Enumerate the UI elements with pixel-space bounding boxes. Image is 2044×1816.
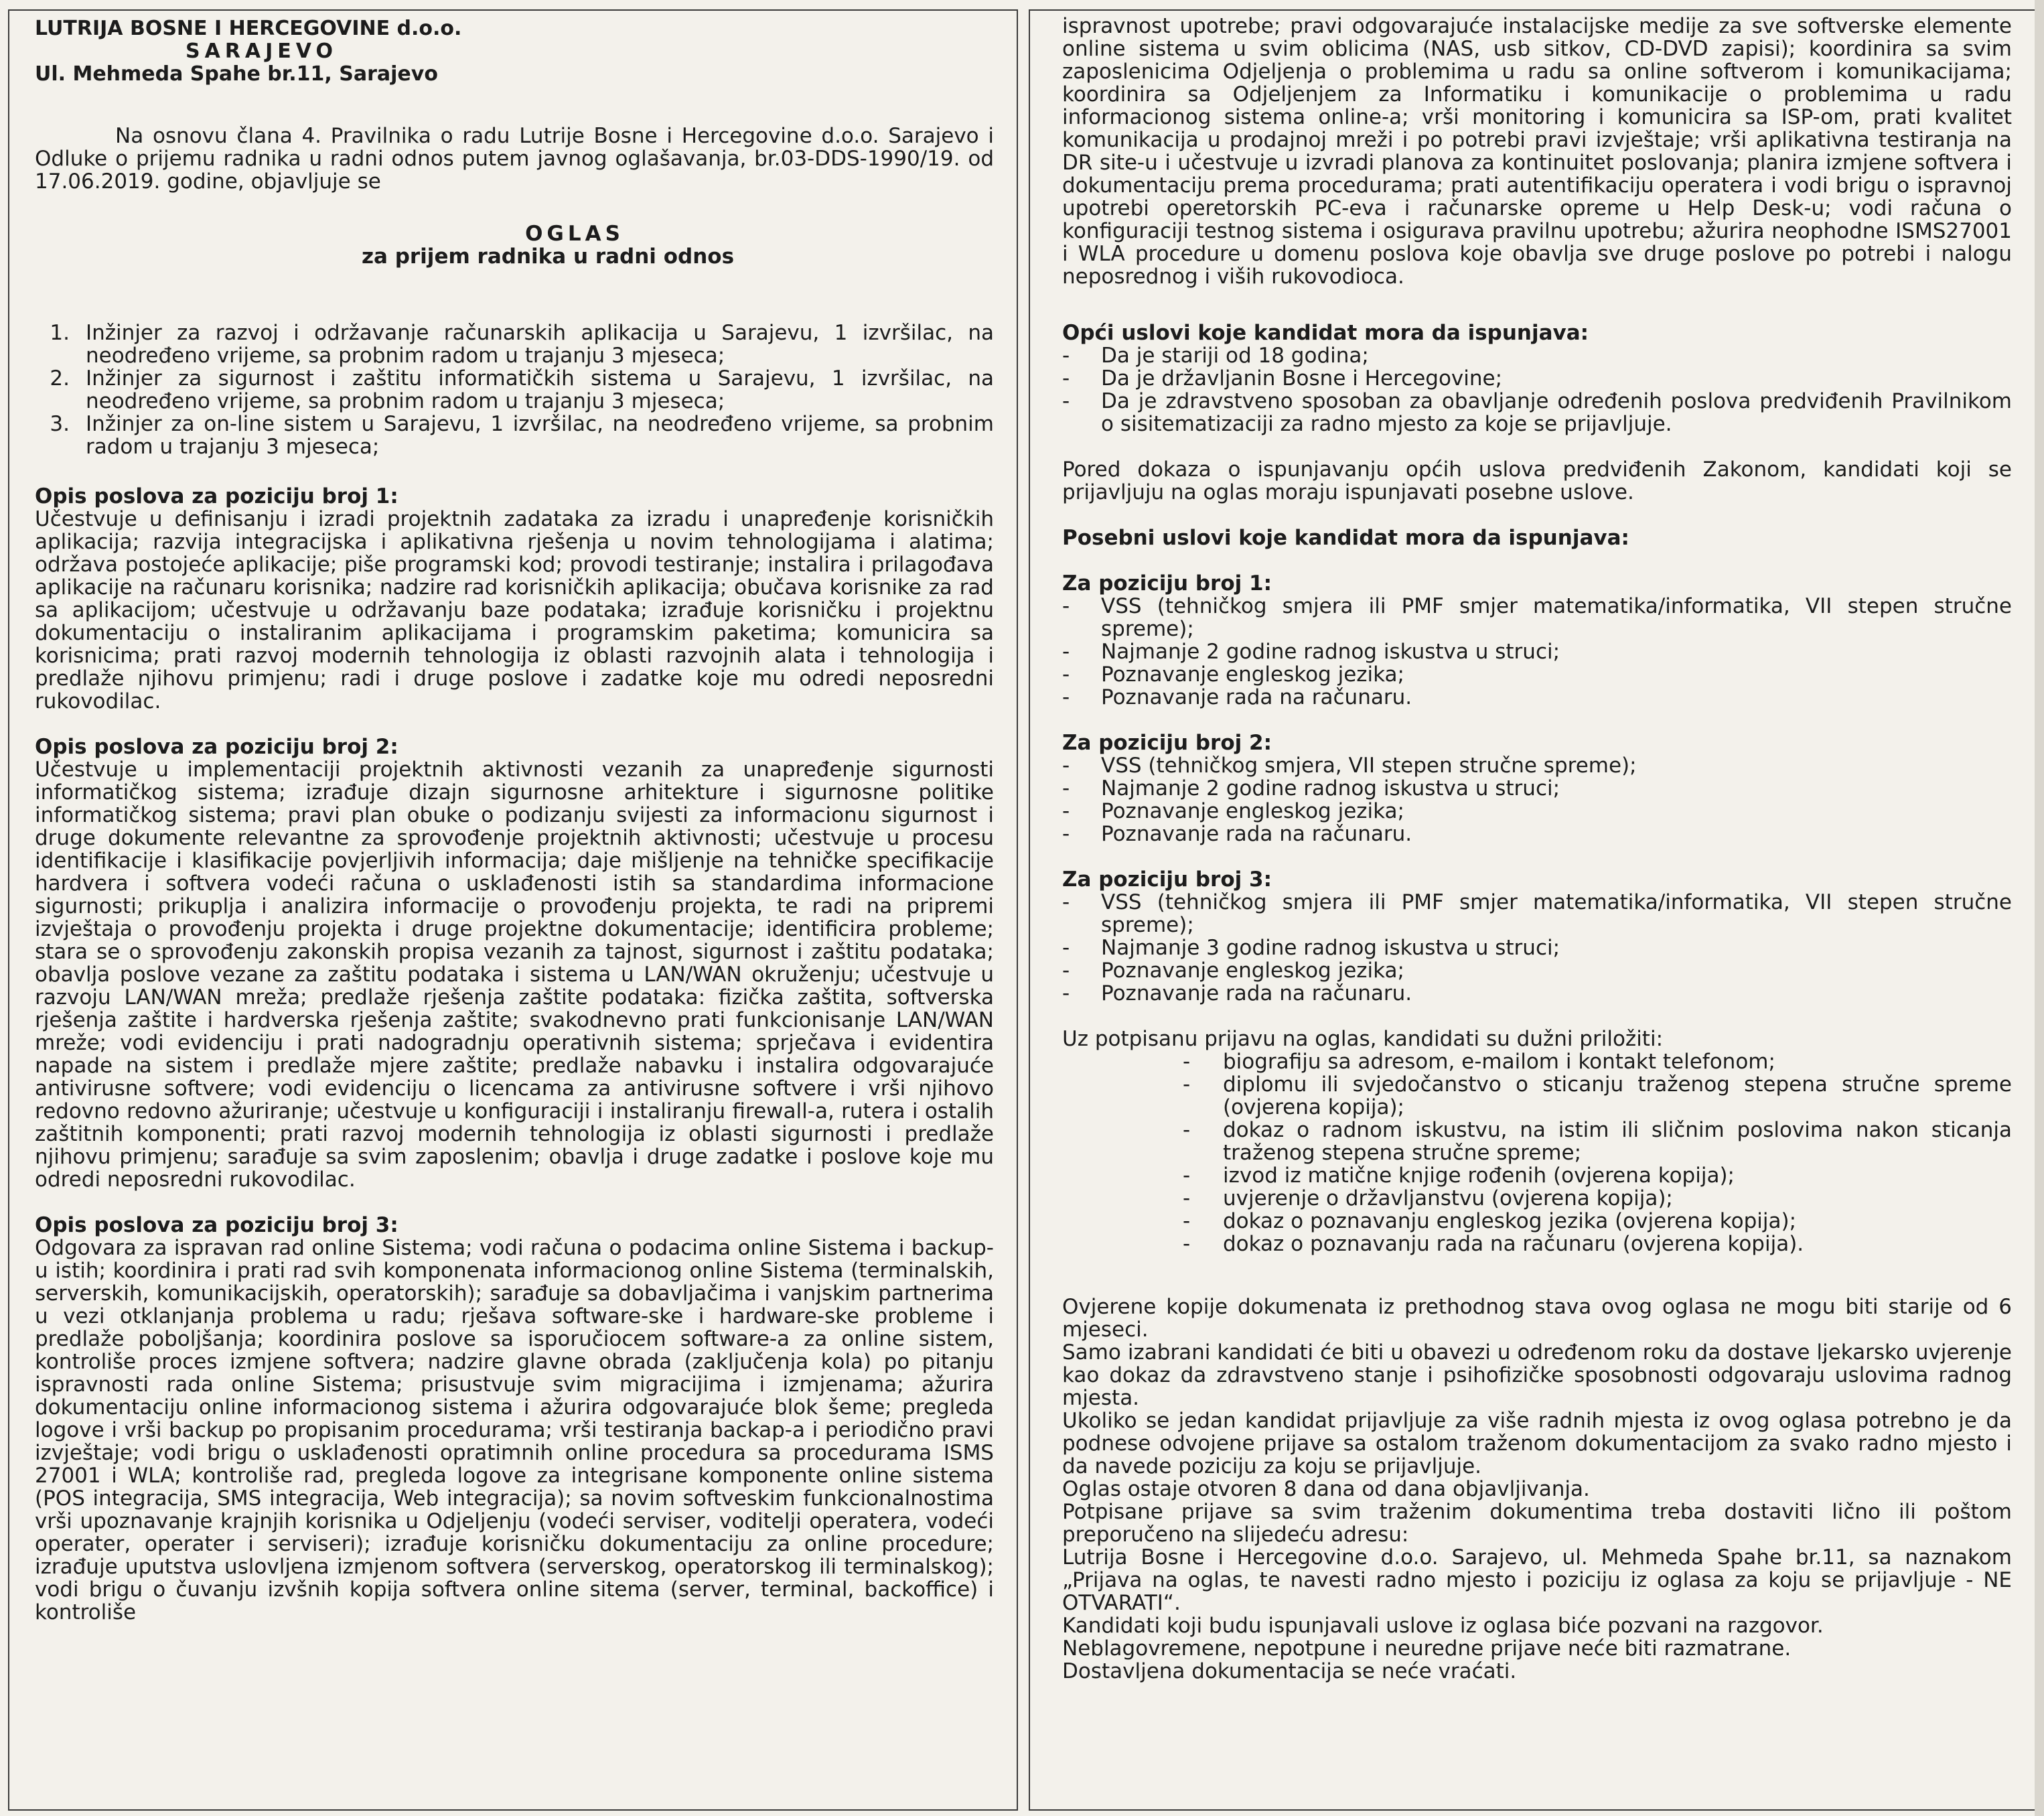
job2-text: Učestvuje u implementaciji projektnih aktivnosti vezanih za unapređenje sigurnosti informatičkog sistema; izrađuje dizajn sigurnosne arhitekture i sigurnosne politike informatičkog sistema; pravi plan obuke o podizanju svijesti za informacionu sigurnost i druge dokumente relevantne za sprovođenje projektnih aktivnosti; učestvuje u procesu identifikacije i klasifikacije povjerljivih informacija; daje mišljenje na tehničke specifikacije hardvera i softvera vodeći računa o usklađenosti istih sa standardima informacione sigurnosti; prikuplja i analizira informacije o provođenju projekta, te radi na pripremi izvještaja o provođenju projekta i druge projektne dokumentacije; identificira probleme; stara se o sprovođenju zakonskih propisa vezanih za tajnost, sigurnost i zaštitu podataka; obavlja poslove vezane za zaštitu podataka i sistema u LAN/WAN okruženju; učestvuje u razvoju LAN/WAN mreža; predlaže rješenja zaštite podataka: fizička zaštita, softverska rješenja zaštite i hardverska rješenja zaštite; svakodnevno prati funkcionisanje LAN/WAN mreže; vodi evidenciju i prati nadogradnju operativnih sistema; sprječava i evidentira napade na sistem i predlaže mjere zaštite; predlaže nabavku i instalira odgovarajuće antivirusne softvere; vodi evidenciju o licencama za antivirusne softvere i vrši njihovo redovno redovno ažuriranje; učestvuje u konfiguraciji i instaliranju firewall-a, rutera i ostalih zaštitnih komponenti; prati razvoj modernih tehnologija iz oblasti sigurnosti i predlaže njihovu primjenu; sarađuje sa svim zaposlenim; obavlja i druge zadatke i poslove koje mu odredi neposredni rukovodilac. — [35, 758, 994, 1192]
list-item: - Najmanje 3 godine radnog iskustva u struci; — [1062, 936, 2012, 959]
closing-paragraph: Lutrija Bosne i Hercegovine d.o.o. Sarajevo, ul. Mehmeda Spahe br.11, sa naznakom „Prijava na oglas, te navesti radno mjesto i poziciju iz oglasa za koju se prijavljuje - NE OTVARATI“. — [1062, 1545, 2012, 1615]
closing-paragraph: Ukoliko se jedan kandidat prijavljuje za više radnih mjesta iz ovog oglasa potrebno je da podnese odvojene prijave sa ostalom traženom dokumentacijom za svako radno mjesto i da navede poziciju za koju se prijavljuje. — [1062, 1409, 2012, 1478]
closing-section — [1062, 1296, 2012, 1683]
special-group2-list — [1062, 754, 2012, 845]
condition-text: VSS (tehničkog smjera ili PMF smjer matematika/informatika, VII stepen stručne spreme); — [1101, 594, 2012, 641]
list-item: - uvjerenje o državljanstvu (ovjerena kopija); — [1062, 1187, 2012, 1210]
position-text: Inžinjer za sigurnost i zaštitu informatičkih sistema u Sarajevu, 1 izvršilac, na neodređeno vrijeme, sa probnim radom u trajanju 3 mjeseca; — [86, 366, 994, 413]
list-item: - dokaz o poznavanju rada na računaru (ovjerena kopija). — [1062, 1233, 2012, 1255]
ad-title: OGLAS — [525, 222, 624, 246]
job1-heading: Opis poslova za poziciju broj 1: — [35, 484, 398, 508]
document-text: biografiju sa adresom, e-mailom i kontakt telefonom; — [1223, 1050, 1775, 1074]
condition-text: Poznavanje engleskog jezika; — [1101, 662, 1404, 687]
list-item: - biografiju sa adresom, e-mailom i kontakt telefonom; — [1062, 1050, 2012, 1073]
list-item — [35, 367, 994, 413]
company-city: SARAJEVO — [186, 40, 338, 63]
list-item: - Poznavanje engleskog jezika; — [1062, 959, 2012, 982]
closing-paragraph: Oglas ostaje otvoren 8 dana od dana objavljivanja. — [1062, 1477, 1590, 1501]
condition-text: Poznavanje rada na računaru. — [1101, 685, 1412, 709]
closing-paragraph: Ovjerene kopije dokumenata iz prethodnog stava ovog oglasa ne mogu biti starije od 6 mjeseci. — [1062, 1295, 2012, 1342]
closing-paragraph: Kandidati koji budu ispunjavali uslove iz oglasa biće pozvani na razgovor. — [1062, 1614, 1824, 1638]
list-item: - Poznavanje engleskog jezika; — [1062, 800, 2012, 823]
general-conditions-note: Pored dokaza o ispunjavanju općih uslova predviđenih Zakonom, kandidati koji se prijavljuju na oglas moraju ispunjavati posebne uslove. — [1062, 458, 2012, 504]
job1-text: Učestvuje u definisanju i izradi projektnih zadataka za izradu i unapređenje korisničkih aplikacija; razvija integracijska i aplikativna rješenja u novim tehnologijama i alatima; održava postojeće aplikacije; piše programski kod; provodi testiranje; instalira i prilagođava aplikacije na računaru korisnika; nadzire rad korisničkih aplikacija; obučava korisnike za rad sa aplikacijom; učestvuje u održavanju baze podataka; izrađuje korisničku i projektnu dokumentaciju o instaliranim aplikacijama i programskim paketima; komunicira sa korisnicima; prati razvoj modernih tehnologija iz oblasti razvojnih alata i tehnologija i predlaže njihovu primjenu; radi i druge poslove i zadatke koje mu odredi neposredni rukovodilac. — [35, 507, 994, 713]
positions-list — [35, 322, 994, 458]
list-item: - Najmanje 2 godine radnog iskustva u struci; — [1062, 640, 2012, 663]
header — [35, 17, 994, 86]
job3-text-continued: ispravnost upotrebe; pravi odgovarajuće instalacijske medije za sve softverske elemente online sistema u svim oblicima (NAS, usb sitkov, CD-DVD zapisi); koordinira sa svim zaposlenicima Odjeljenja o problemima u radu sa online softverom i komunikacijama; koordinira sa Odjeljenjem za Informatiku i komunikacije o problemima u radu informacionog sistema online-a; vrši monitoring i komunicira sa ISP-om, prati kvalitet komunikacija u prodajnoj mreži i po potrebi pravi izvještaje; vrši aplikativna testiranja na DR site-u i učestvuje u izvradi planova za kontinuitet poslovanja; planira izmjene softvera i dokumentaciju prema procedurama; prati autentifikaciju operatera i vodi brigu o ispravnoj upotrebi operetorskih PC-eva i računarske opreme u Help Desk-u; vodi računa o konfiguraciji testnog sistema i osigurava pravilnu upotrebu; ažurira neophodne ISMS27001 i WLA procedure u domenu poslova koje obavlja sve druge poslove po potrebi i nalogu neposrednog i viših rukovodioca. — [1062, 14, 2012, 289]
special-group1-list — [1062, 595, 2012, 709]
company-name: LUTRIJA BOSNE I HERCEGOVINE d.o.o. — [35, 17, 462, 40]
list-item: - Poznavanje rada na računaru. — [1062, 823, 2012, 845]
closing-paragraph: Neblagovremene, nepotpune i neuredne prijave neće biti razmatrane. — [1062, 1636, 1792, 1661]
condition-text: Poznavanje rada na računaru. — [1101, 822, 1412, 846]
left-column — [8, 9, 1018, 1811]
condition-text: Da je stariji od 18 godina; — [1101, 344, 1369, 368]
condition-text: Najmanje 2 godine radnog iskustva u struci; — [1101, 640, 1560, 664]
documents-intro: Uz potpisanu prijavu na oglas, kandidati su dužni priložiti: — [1062, 1027, 1664, 1051]
list-number: 2. — [50, 366, 70, 391]
list-item: - Da je državljanin Bosne i Hercegovine; — [1062, 367, 2012, 390]
document-text: dokaz o radnom iskustvu, na istim ili sličnim poslovima nakon sticanja traženog stepena stručne spreme; — [1223, 1118, 2012, 1165]
page-edge-shadow — [2035, 0, 2044, 1816]
special-group3-heading: Za poziciju broj 3: — [1062, 867, 1272, 892]
position-text: Inžinjer za on-line sistem u Sarajevu, 1 izvršilac, na neodređeno vrijeme, sa probnim radom u trajanju 3 mjeseca; — [86, 412, 994, 459]
document-text: diplomu ili svjedočanstvo o sticanju traženog stepena stručne spreme (ovjerena kopija); — [1223, 1072, 2012, 1119]
documents-list — [1062, 1050, 2012, 1255]
condition-text: Poznavanje engleskog jezika; — [1101, 799, 1404, 823]
closing-paragraph: Potpisane prijave sa svim traženim dokumentima treba dostaviti lično ili poštom preporučeno na slijedeću adresu: — [1062, 1500, 2012, 1547]
special-conditions-heading: Posebni uslovi koje kandidat mora da ispunjava: — [1062, 526, 1629, 550]
list-item: - VSS (tehničkog smjera ili PMF smjer matematika/informatika, VII stepen stručne spreme); — [1062, 594, 2012, 641]
list-item: - Poznavanje engleskog jezika; — [1062, 663, 2012, 686]
job3-heading: Opis poslova za poziciju broj 3: — [35, 1213, 398, 1237]
right-column — [1029, 9, 2037, 1811]
list-item: - dokaz o poznavanju engleskog jezika (ovjerena kopija); — [1062, 1210, 2012, 1233]
condition-text: Poznavanje rada na računaru. — [1101, 981, 1412, 1005]
closing-paragraph: Samo izabrani kandidati će biti u obavezi u određenom roku da dostave ljekarsko uvjerenje kao dokaz da zdravstveno stanje i psihofizičke sposobnosti odgovaraju uslovima radnog mjesta. — [1062, 1340, 2012, 1410]
document-text: izvod iz matične knjige rođenih (ovjerena kopija); — [1223, 1164, 1735, 1188]
list-item: - izvod iz matične knjige rođenih (ovjerena kopija); — [1062, 1164, 2012, 1187]
list-item — [35, 322, 994, 367]
job2-heading: Opis poslova za poziciju broj 2: — [35, 735, 398, 759]
list-item: - diplomu ili svjedočanstvo o sticanju traženog stepena stručne spreme (ovjerena kopija); — [1183, 1072, 2012, 1119]
condition-text: VSS (tehničkog smjera ili PMF smjer matematika/informatika, VII stepen stručne spreme); — [1101, 890, 2012, 937]
ad-subtitle: za prijem radnika u radni odnos — [361, 245, 735, 269]
special-group3-list — [1062, 891, 2012, 1005]
special-group2-heading: Za poziciju broj 2: — [1062, 731, 1272, 755]
condition-text: Da je zdravstveno sposoban za obavljanje određenih poslova predviđenih Pravilnikom o sisitematizaciji za radno mjesto za koje se prijavljuje. — [1101, 389, 2012, 436]
list-item: - Da je stariji od 18 godina; — [1062, 344, 2012, 367]
list-item: - VSS (tehničkog smjera ili PMF smjer matematika/informatika, VII stepen stručne spreme); — [1062, 890, 2012, 937]
closing-paragraph: Dostavljena dokumentacija se neće vraćati. — [1062, 1659, 1517, 1683]
list-item: - Da je zdravstveno sposoban za obavljanje određenih poslova predviđenih Pravilnikom o sisitematizaciji za radno mjesto za koje se prijavljuje. — [1062, 389, 2012, 436]
intro-paragraph: Na osnovu člana 4. Pravilnika o radu Lutrije Bosne i Hercegovine d.o.o. Sarajevo i Odluke o prijemu radnika u radni odnos putem javnog oglašavanja, br.03-DDS-1990/19. od 17.06.2019. godine, objavljuje se — [35, 124, 994, 194]
document-text: dokaz o poznavanju engleskog jezika (ovjerena kopija); — [1223, 1209, 1797, 1233]
list-item: - Poznavanje rada na računaru. — [1062, 686, 2012, 709]
condition-text: Najmanje 2 godine radnog iskustva u struci; — [1101, 776, 1560, 800]
position-text: Inžinjer za razvoj i održavanje računarskih aplikacija u Sarajevu, 1 izvršilac, na neodređeno vrijeme, sa probnim radom u trajanju 3 mjeseca; — [86, 321, 994, 368]
list-item: - Poznavanje rada na računaru. — [1062, 982, 2012, 1005]
job3-text: Odgovara za ispravan rad online Sistema; vodi računa o podacima online Sistema i backup-u istih; koordinira i prati rad svih komponenata informacionog online Sistema (terminalskih, serverskih, komunikacijskih, operatorskih); sarađuje sa dobavljačima i vanjskim partnerima u vezi otklanjanja problema u radu; rješava software-ske i hardware-ske probleme i predlaže poboljšanja; koordinira poslove sa isporučiocem software-a za online sistem, kontroliše proces izmjene softvera; nadzire glavne obrada (zaključenja kola) po pitanju ispravnosti rada online Sistema; prisustvuje svim migracijima i izmjenama; ažurira dokumentaciju online informacionog sistema i ažurira odgovarajuće blok šeme; pregleda logove i vrši backup po propisanim procedurama; vrši testiranja backap-a i periodično pravi izvještaje; vodi brigu o usklađenosti opratimnih online procedura sa procedurama ISMS 27001 i WLA; kontroliše rad, pregleda logove za integrisane komponente online sistema (POS integracija, SMS integracija, Web integracija); sa novim softveskim funkcionalnostima vrši upoznavanje krajnjih korisnika u Odjeljenju (vodeći serviser, voditelji operatera, vodeći operater, operater i serviseri); izrađuje korisničku dokumentaciju za online procedure; izrađuje uputstva uslovljena izmjenom softvera (serverskog, operatorskog ili terminalskog); vodi brigu o čuvanju izvšnih kopija softvera online sitema (server, terminal, backoffice) i kontroliše — [35, 1236, 994, 1624]
general-conditions-heading: Opći uslovi koje kandidat mora da ispunjava: — [1062, 321, 1589, 345]
list-item: - VSS (tehničkog smjera, VII stepen stručne spreme); — [1062, 754, 2012, 777]
list-item: - dokaz o radnom iskustvu, na istim ili sličnim poslovima nakon sticanja traženog stepena stručne spreme; — [1183, 1118, 2012, 1165]
document-text: dokaz o poznavanju rada na računaru (ovjerena kopija). — [1223, 1232, 1804, 1256]
condition-text: Da je državljanin Bosne i Hercegovine; — [1101, 366, 1503, 391]
company-address: Ul. Mehmeda Spahe br.11, Sarajevo — [35, 62, 438, 86]
document-text: uvjerenje o državljanstvu (ovjerena kopija); — [1223, 1186, 1673, 1210]
special-group1-heading: Za poziciju broj 1: — [1062, 571, 1272, 596]
condition-text: Najmanje 3 godine radnog iskustva u struci; — [1101, 936, 1560, 960]
general-conditions-list — [1062, 344, 2012, 435]
list-number: 3. — [50, 412, 70, 436]
list-item — [35, 413, 994, 458]
list-number: 1. — [50, 321, 70, 345]
condition-text: VSS (tehničkog smjera, VII stepen stručne spreme); — [1101, 754, 1637, 778]
list-item: - Najmanje 2 godine radnog iskustva u struci; — [1062, 777, 2012, 800]
condition-text: Poznavanje engleskog jezika; — [1101, 959, 1404, 983]
